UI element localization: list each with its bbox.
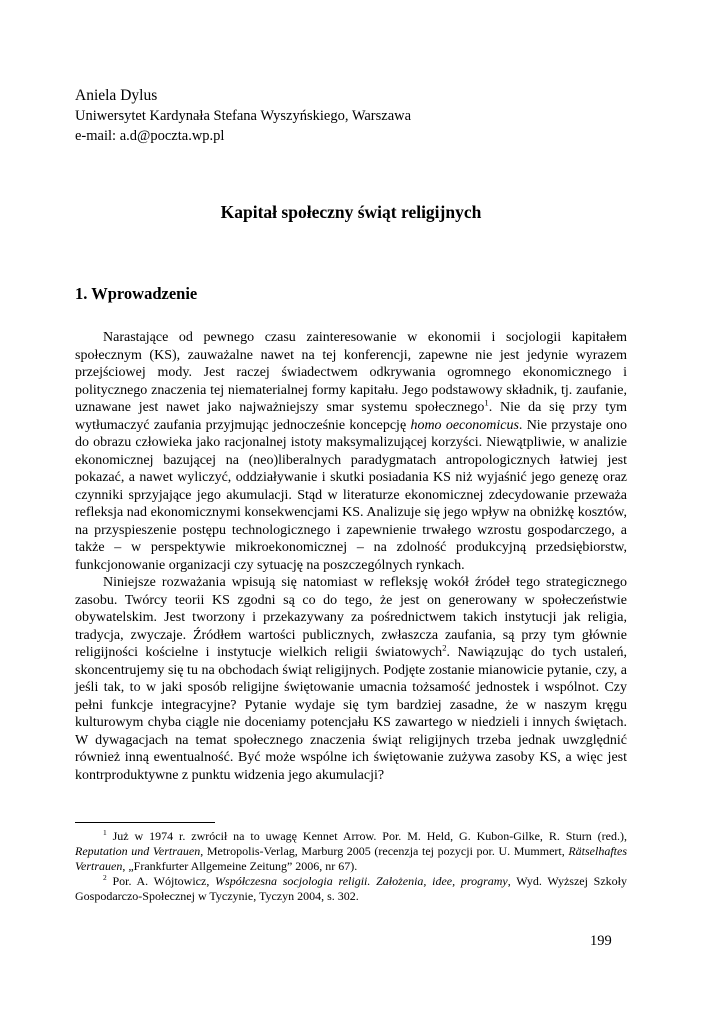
footnote: $^1$ Już w 1974 r. zwrócił na to uwagę Kennet Arrow. Por. M. Held, G. Kubon-Gilke, R. Sturn (red.), Reputation und Vertrauen, Metropolis-Verlag, Marburg 2005 (recenzja tej pozycji por. U. Mummert, Rätselhaftes Vertrauen, „Frankfurter Allgemeine Zeitung” 2006, nr 67). [75,828,628,873]
paper-title: Kapitał społeczny świąt religijnych [220,202,482,222]
page-number: 199 [590,933,612,949]
author-email: e-mail: a.d@poczta.wp.pl [75,128,225,144]
section-heading: 1. Wprowadzenie [75,284,198,303]
paragraph: Narastające od pewnego czasu zainteresowanie w ekonomii i socjologii kapitałem społecznym (KS), zauważalne nawet na tej konferencji, zapewne nie jest jedynie wyrazem przejściowej mody. Jest raczej świadectwem odkrywania ogromnego ekonomicznego i politycznego znaczenia tej niematerialnej formy kapitału. Jego podstawowy składnik, tj. zaufanie, uznawane jest nawet jako najważniejszy smar systemu społecznego$^1$. Nie da się przy tym wytłumaczyć zaufania przyjmując jednocześnie koncepcję homo oeconomicus. Nie przystaje ono do obrazu człowieka jako racjonalnej istoty maksymalizującej korzyści. Niewątpliwie, w analizie ekonomicznej bazującej na (neo)liberalnych paradygmatach antropologicznych łatwiej jest pokazać, a nawet wyliczyć, oddziaływanie i skutki posiadania KS niż wyjaśnić jego genezę oraz czynniki sprzyjające jego akumulacji. Stąd w literaturze ekonomicznej zdecydowanie przeważa refleksja nad ekonomicznymi konsekwencjami KS. Analizuje się jego wpływ na obniżkę kosztów, na przyspieszenie postępu technologicznego i zapewnienie trwałego wzrostu gospodarczego, a także – w perspektywie mikroekonomicznej – na zdolność produkcyjną przedsiębiorstw, funkcjonowanie organizacji czy sytuację na poszczególnych rynkach. [75,330,627,573]
body-text [75,329,627,784]
footnotes [75,829,627,904]
author-affiliation: Uniwersytet Kardynała Stefana Wyszyńskiego, Warszawa [75,108,412,124]
paragraph: Niniejsze rozważania wpisują się natomiast w refleksję wokół źródeł tego strategicznego zasobu. Twórcy teorii KS zgodni są co do tego, że jest on generowany w społeczeństwie obywatelskim. Jest tworzony i przekazywany za pośrednictwem takich instytucji jak religia, tradycja, zwyczaje. Źródłem wartości publicznych, zwłaszcza zaufania, są przy tym głównie religijności kościelne i instytucje wielkich religii światowych$^2$. Nawiązując do tych ustaleń, skoncentrujemy się tu na obchodach świąt religijnych. Podjęte zostanie mianowicie pytanie, czy, a jeśli tak, to w jaki sposób religijne świętowanie umacnia tożsamość jednostek i wspólnot. Czy pełni funkcje integracyjne? Pytanie wydaje się tym bardziej zasadne, że w naszym kręgu kulturowym chyba ciągle nie doceniamy potencjału KS zawartego w niedzieli i innych świętach. W dywagacjach na temat społecznego znaczenia świąt religijnych trzeba jednak uwzględnić również inną ewentualność. Być może wspólne ich świętowanie zużywa zasoby KS, a więc jest kontrproduktywne z punktu widzenia jego akumulacji? [75,575,628,783]
author-name: Aniela Dylus [75,87,158,104]
footnote: $^2$ Por. A. Wójtowicz, Współczesna socjologia religii. Założenia, idee, programy, Wyd. Wyższej Szkoły Gospodarczo-Społecznej w Tyczynie, Tyczyn 2004, s. 302. [75,873,628,903]
footnote-separator [75,822,215,823]
author-block [75,86,627,146]
